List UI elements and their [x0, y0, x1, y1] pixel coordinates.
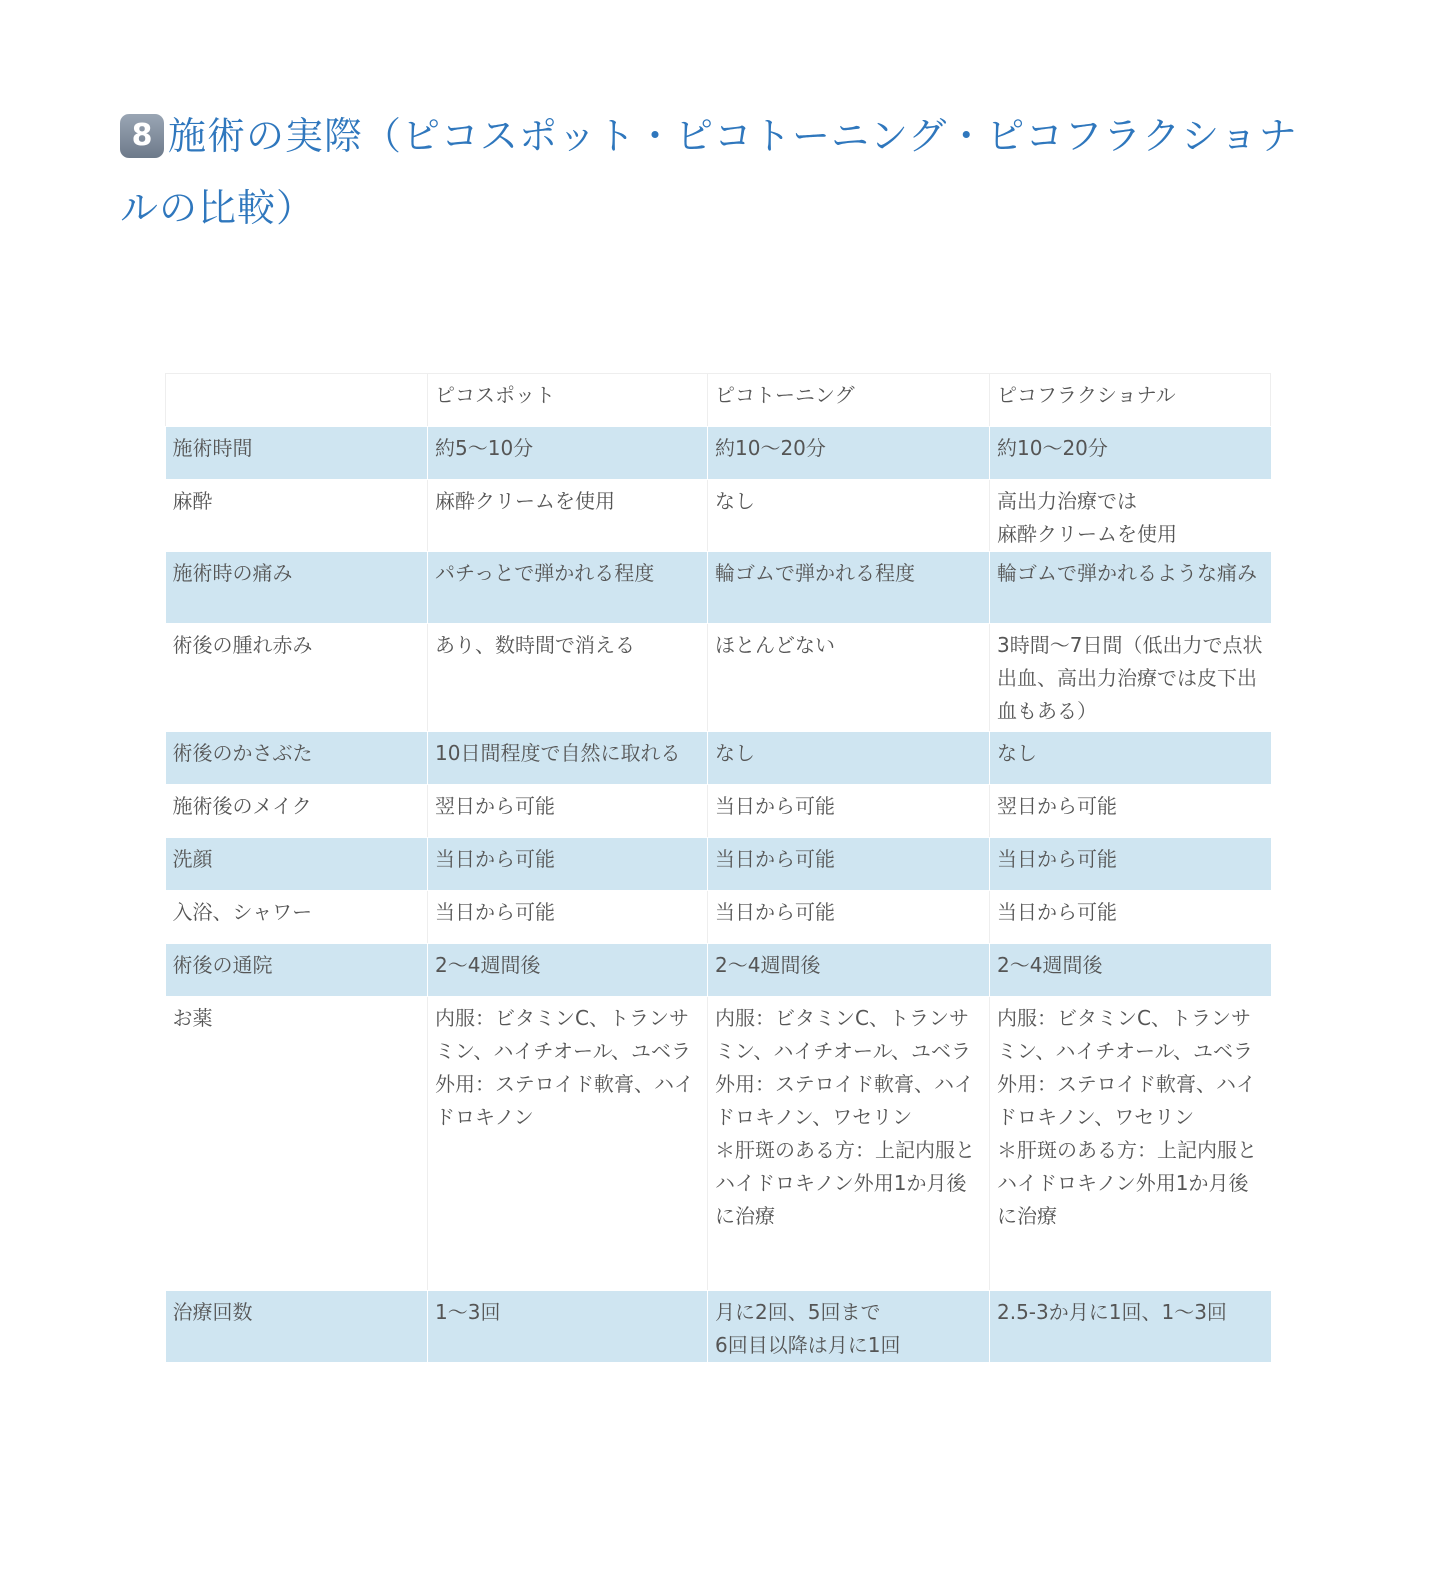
table-row — [166, 624, 1271, 732]
table-row — [166, 891, 1271, 944]
table-cell: 3時間〜7日間（低出力で点状出血、高出力治療では皮下出血もある） — [990, 624, 1271, 732]
section-title: 施術の実際（ピコスポット・ピコトーニング・ピコフラクショナルの比較） — [120, 114, 1298, 230]
table-cell: 約10〜20分 — [708, 427, 990, 480]
keycap-eight-icon: 8 — [120, 114, 164, 158]
table-cell: 内服：ビタミンC、トランサミン、ハイチオール、ユベラ 外用：ステロイド軟膏、ハイドロキノン — [428, 997, 708, 1291]
table-cell: 当日から可能 — [708, 785, 990, 838]
table-cell: 当日から可能 — [708, 891, 990, 944]
table-row — [166, 838, 1271, 891]
table-cell: 輪ゴムで弾かれる程度 — [708, 552, 990, 624]
row-label: 施術後のメイク — [166, 785, 428, 838]
row-label: お薬 — [166, 997, 428, 1291]
table-cell: パチっとで弾かれる程度 — [428, 552, 708, 624]
table-cell: 翌日から可能 — [428, 785, 708, 838]
table-row — [166, 480, 1271, 552]
row-label: 麻酔 — [166, 480, 428, 552]
table-cell: 輪ゴムで弾かれるような痛み — [990, 552, 1271, 624]
row-label: 入浴、シャワー — [166, 891, 428, 944]
table-cell: なし — [990, 732, 1271, 785]
row-label: 施術時間 — [166, 427, 428, 480]
row-label: 術後のかさぶた — [166, 732, 428, 785]
table-cell: なし — [708, 480, 990, 552]
table-cell: 内服：ビタミンC、トランサミン、ハイチオール、ユベラ 外用：ステロイド軟膏、ハイドロキノン、ワセリン ＊肝斑のある方：上記内服とハイドロキノン外用1か月後に治療 — [990, 997, 1271, 1291]
table-row — [166, 427, 1271, 480]
table-cell: 当日から可能 — [708, 838, 990, 891]
header-cell-empty — [166, 374, 428, 427]
section-heading — [120, 100, 1330, 244]
row-label: 施術時の痛み — [166, 552, 428, 624]
row-label: 洗顔 — [166, 838, 428, 891]
row-label: 術後の通院 — [166, 944, 428, 997]
table-cell: 内服：ビタミンC、トランサミン、ハイチオール、ユベラ 外用：ステロイド軟膏、ハイドロキノン、ワセリン ＊肝斑のある方：上記内服とハイドロキノン外用1か月後に治療 — [708, 997, 990, 1291]
table-row — [166, 944, 1271, 997]
row-label: 治療回数 — [166, 1291, 428, 1363]
table-row — [166, 997, 1271, 1291]
table-cell: 高出力治療では 麻酔クリームを使用 — [990, 480, 1271, 552]
table-cell: 当日から可能 — [990, 891, 1271, 944]
header-cell-picospot: ピコスポット — [428, 374, 708, 427]
table-cell: 約10〜20分 — [990, 427, 1271, 480]
table-cell: 麻酔クリームを使用 — [428, 480, 708, 552]
table-cell: 1〜3回 — [428, 1291, 708, 1363]
table-cell: 2〜4週間後 — [428, 944, 708, 997]
table-cell: 月に2回、5回まで 6回目以降は月に1回 — [708, 1291, 990, 1363]
table-cell: 10日間程度で自然に取れる — [428, 732, 708, 785]
row-label: 術後の腫れ赤み — [166, 624, 428, 732]
table-cell: 2〜4週間後 — [990, 944, 1271, 997]
header-cell-picofractional: ピコフラクショナル — [990, 374, 1271, 427]
table-row — [166, 732, 1271, 785]
table-row — [166, 1291, 1271, 1363]
table-cell: 2.5-3か月に1回、1〜3回 — [990, 1291, 1271, 1363]
table-row — [166, 785, 1271, 838]
table-header-row — [166, 374, 1271, 427]
table-row — [166, 552, 1271, 624]
comparison-table — [165, 373, 1271, 1363]
table-cell: ほとんどない — [708, 624, 990, 732]
table-cell: 当日から可能 — [990, 838, 1271, 891]
table-cell: 翌日から可能 — [990, 785, 1271, 838]
table-cell: 2〜4週間後 — [708, 944, 990, 997]
table-cell: 当日から可能 — [428, 891, 708, 944]
table-cell: なし — [708, 732, 990, 785]
header-cell-picotoning: ピコトーニング — [708, 374, 990, 427]
table-cell: あり、数時間で消える — [428, 624, 708, 732]
table-cell: 約5〜10分 — [428, 427, 708, 480]
table-cell: 当日から可能 — [428, 838, 708, 891]
